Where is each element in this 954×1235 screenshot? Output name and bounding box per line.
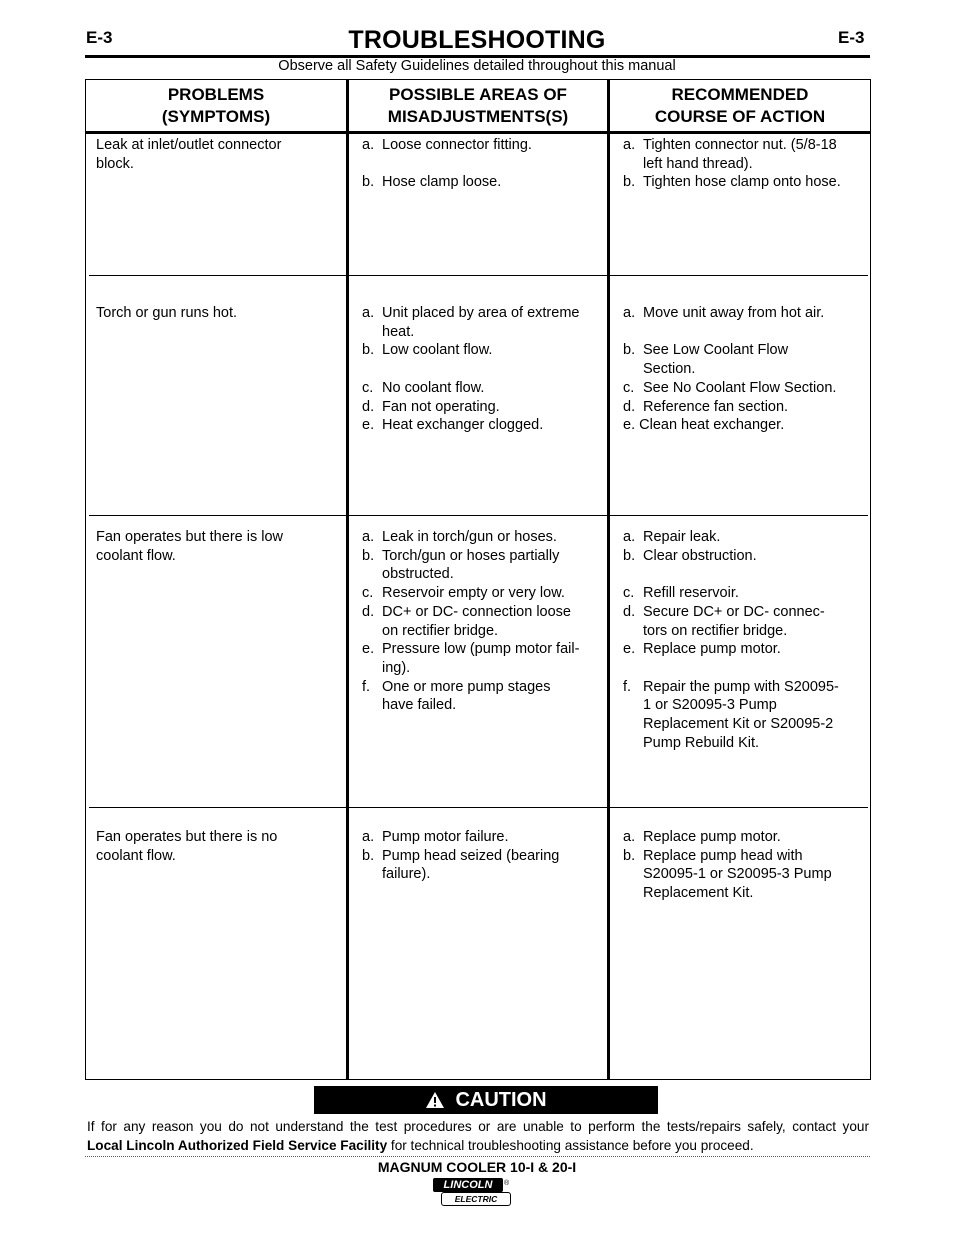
- list-item-text: Clean heat exchanger.: [639, 417, 785, 434]
- column-header-line: PROBLEMS: [167, 84, 265, 104]
- column-header-line: COURSE OF ACTION: [654, 106, 826, 126]
- column-divider: [607, 80, 610, 1079]
- list-item-text: Hose clamp loose.: [382, 174, 502, 191]
- list-item-text: 1 or S20095-3 Pump: [643, 697, 777, 714]
- list-marker: b.: [623, 174, 636, 191]
- symptom-cell: [96, 304, 316, 323]
- list-item: [623, 640, 863, 659]
- list-marker: f.: [362, 678, 371, 695]
- possible-cause-cell: [362, 828, 602, 884]
- list-item-text: Replace pump head with: [643, 847, 803, 864]
- page-title: TROUBLESHOOTING: [348, 26, 606, 54]
- symptom-text: Fan operates but there is no: [96, 829, 278, 845]
- list-item-text: Tighten hose clamp onto hose.: [643, 174, 841, 191]
- list-item: [362, 136, 602, 155]
- service-facility-text: Local Lincoln Authorized Field Service Facility: [87, 1138, 388, 1153]
- footer-rule: [85, 1156, 870, 1157]
- list-item: [362, 528, 602, 547]
- logo-top-text: LINCOLN: [433, 1178, 503, 1192]
- symptom-cell: [96, 828, 316, 865]
- list-item: [362, 640, 602, 677]
- possible-cause-cell: [362, 304, 602, 435]
- recommended-action-cell: [623, 304, 863, 435]
- list-marker: e.: [362, 641, 375, 658]
- recommended-action-cell: [623, 828, 863, 903]
- column-header-line: POSSIBLE AREAS OF: [389, 84, 567, 104]
- list-marker: c.: [362, 379, 374, 396]
- list-item: [623, 379, 863, 398]
- column-header-line: RECOMMENDED: [671, 84, 809, 104]
- list-item-text: DC+ or DC- connection loose: [382, 603, 571, 620]
- list-item: [623, 173, 863, 192]
- spacer: [623, 659, 863, 678]
- list-item: [623, 603, 863, 640]
- list-marker: b.: [362, 342, 375, 359]
- recommended-action-cell: [623, 136, 863, 192]
- warning-icon: [425, 1091, 445, 1109]
- list-marker: d.: [623, 603, 636, 620]
- list-marker: a.: [362, 137, 375, 153]
- list-item: [362, 847, 602, 884]
- list-item: [623, 136, 863, 173]
- registered-mark: ®: [504, 1180, 510, 1187]
- list-item: [362, 398, 602, 417]
- list-item-text: tors on rectifier bridge.: [643, 622, 788, 639]
- list-marker: a.: [362, 529, 375, 545]
- page-code-left: E-3: [86, 28, 113, 47]
- caution-banner: [314, 1086, 658, 1114]
- list-item-text: left hand thread).: [643, 155, 753, 172]
- list-marker: e.: [623, 417, 636, 434]
- list-item-text: Clear obstruction.: [643, 547, 757, 564]
- list-item-text: One or more pump stages: [382, 678, 551, 695]
- list-item-text: Leak in torch/gun or hoses.: [382, 529, 557, 545]
- row-divider: [89, 807, 868, 808]
- list-item-text: Pump Rebuild Kit.: [643, 734, 760, 751]
- list-item-text: Reference fan section.: [643, 398, 789, 415]
- caution-text: [87, 1117, 869, 1155]
- caution-label: CAUTION: [455, 1088, 547, 1111]
- list-item-text: Pressure low (pump motor fail-: [382, 641, 580, 658]
- list-item: [362, 603, 602, 640]
- list-marker: d.: [362, 398, 375, 415]
- list-marker: b.: [362, 547, 375, 564]
- header-divider: [86, 131, 870, 134]
- list-item-text: Loose connector fitting.: [382, 137, 532, 153]
- list-item-text: Replacement Kit or S20095-2: [643, 716, 834, 732]
- symptom-text: Torch or gun runs hot.: [96, 305, 238, 321]
- column-header-problems: [86, 80, 346, 131]
- list-item-text: Move unit away from hot air.: [643, 305, 825, 321]
- symptom-text: coolant flow.: [96, 847, 176, 864]
- list-marker: f.: [623, 678, 632, 695]
- list-marker: c.: [623, 585, 635, 602]
- list-item: [623, 304, 863, 323]
- logo-bottom-text: ELECTRIC: [441, 1192, 511, 1206]
- list-item-text: Heat exchanger clogged.: [382, 417, 544, 434]
- list-item-text: Replacement Kit.: [643, 885, 754, 902]
- symptom-text: coolant flow.: [96, 547, 176, 564]
- list-marker: a.: [362, 829, 375, 845]
- list-item: [362, 678, 602, 715]
- list-item-text: Pump head seized (bearing: [382, 847, 560, 864]
- list-item-text: Section.: [643, 361, 696, 378]
- list-marker: b.: [623, 342, 636, 359]
- list-marker: d.: [362, 603, 375, 620]
- symptom-cell: [96, 528, 316, 565]
- spacer: [362, 155, 602, 174]
- list-item: [623, 341, 863, 378]
- list-item: [362, 828, 602, 847]
- list-item-text: Unit placed by area of extreme: [382, 305, 580, 321]
- list-item-text: ing).: [382, 659, 411, 676]
- list-marker: a.: [623, 137, 636, 153]
- list-item: [623, 847, 863, 903]
- possible-cause-cell: [362, 136, 602, 192]
- list-marker: d.: [623, 398, 636, 415]
- recommended-action-cell: [623, 528, 863, 752]
- list-marker: a.: [623, 829, 636, 845]
- list-item-text: have failed.: [382, 697, 457, 714]
- list-marker: b.: [362, 174, 375, 191]
- spacer: [623, 323, 863, 342]
- list-item: [623, 828, 863, 847]
- caution-text-line: for technical troubleshooting assistance before you proceed.: [387, 1138, 754, 1153]
- symptom-text: block.: [96, 155, 134, 172]
- possible-cause-cell: [362, 528, 602, 715]
- list-item-text: See No Coolant Flow Section.: [643, 379, 837, 396]
- footer-model-name: MAGNUM COOLER 10-I & 20-I: [377, 1159, 577, 1175]
- list-item: [623, 528, 863, 547]
- list-item-text: obstructed.: [382, 566, 454, 583]
- column-header-line: (SYMPTOMS): [161, 106, 271, 126]
- caution-text-line: If for any reason you do not understand the test procedures or are unable to perform the tests/repairs safely, contact your: [87, 1119, 869, 1134]
- list-marker: b.: [362, 847, 375, 864]
- list-item-text: Secure DC+ or DC- connec-: [643, 603, 825, 620]
- lincoln-electric-logo: [433, 1178, 511, 1206]
- list-item-text: Replace pump motor.: [643, 829, 781, 845]
- safety-note: Observe all Safety Guidelines detailed throughout this manual: [278, 58, 676, 74]
- list-item-text: Repair the pump with S20095-: [643, 678, 839, 695]
- list-marker: e.: [362, 417, 375, 434]
- column-header-line: MISADJUSTMENTS(S): [387, 106, 569, 126]
- list-item-text: Tighten connector nut. (5/8-18: [643, 137, 837, 153]
- list-item-text: Low coolant flow.: [382, 342, 493, 359]
- list-item-text: Repair leak.: [643, 529, 721, 545]
- symptom-cell: [96, 136, 316, 173]
- column-header-course-of-action: [610, 80, 870, 131]
- list-item: [362, 341, 602, 360]
- page-code-right: E-3: [838, 28, 865, 47]
- list-marker: c.: [623, 379, 635, 396]
- list-item: [362, 547, 602, 584]
- list-marker: a.: [623, 529, 636, 545]
- list-marker: a.: [623, 305, 636, 321]
- list-item-text: No coolant flow.: [382, 379, 485, 396]
- list-item: [623, 416, 863, 435]
- list-item-text: Replace pump motor.: [643, 641, 781, 658]
- list-item-text: See Low Coolant Flow: [643, 342, 789, 359]
- list-item: [362, 379, 602, 398]
- list-item: [623, 398, 863, 417]
- spacer: [623, 565, 863, 584]
- list-item-text: Torch/gun or hoses partially: [382, 547, 560, 564]
- list-item: [623, 547, 863, 566]
- list-item: [362, 416, 602, 435]
- list-item-text: S20095-1 or S20095-3 Pump: [643, 866, 832, 883]
- list-marker: b.: [623, 847, 636, 864]
- list-marker: e.: [623, 641, 636, 658]
- list-item: [362, 304, 602, 341]
- symptom-text: Leak at inlet/outlet connector: [96, 137, 282, 153]
- list-item-text: on rectifier bridge.: [382, 622, 499, 639]
- list-item-text: Pump motor failure.: [382, 829, 509, 845]
- list-item: [362, 584, 602, 603]
- row-divider: [89, 515, 868, 516]
- list-item: [623, 678, 863, 753]
- spacer: [362, 360, 602, 379]
- list-item-text: Fan not operating.: [382, 398, 500, 415]
- column-divider: [346, 80, 349, 1079]
- list-item: [362, 173, 602, 192]
- symptom-text: Fan operates but there is low: [96, 529, 283, 545]
- list-item-text: Refill reservoir.: [643, 585, 739, 602]
- list-item-text: heat.: [382, 323, 415, 340]
- column-header-misadjustments: [349, 80, 607, 131]
- list-item: [623, 584, 863, 603]
- row-divider: [89, 275, 868, 276]
- list-item-text: failure).: [382, 866, 431, 883]
- list-marker: a.: [362, 305, 375, 321]
- troubleshooting-table: [85, 79, 871, 1080]
- list-marker: b.: [623, 547, 636, 564]
- list-item-text: Reservoir empty or very low.: [382, 585, 565, 602]
- list-marker: c.: [362, 585, 374, 602]
